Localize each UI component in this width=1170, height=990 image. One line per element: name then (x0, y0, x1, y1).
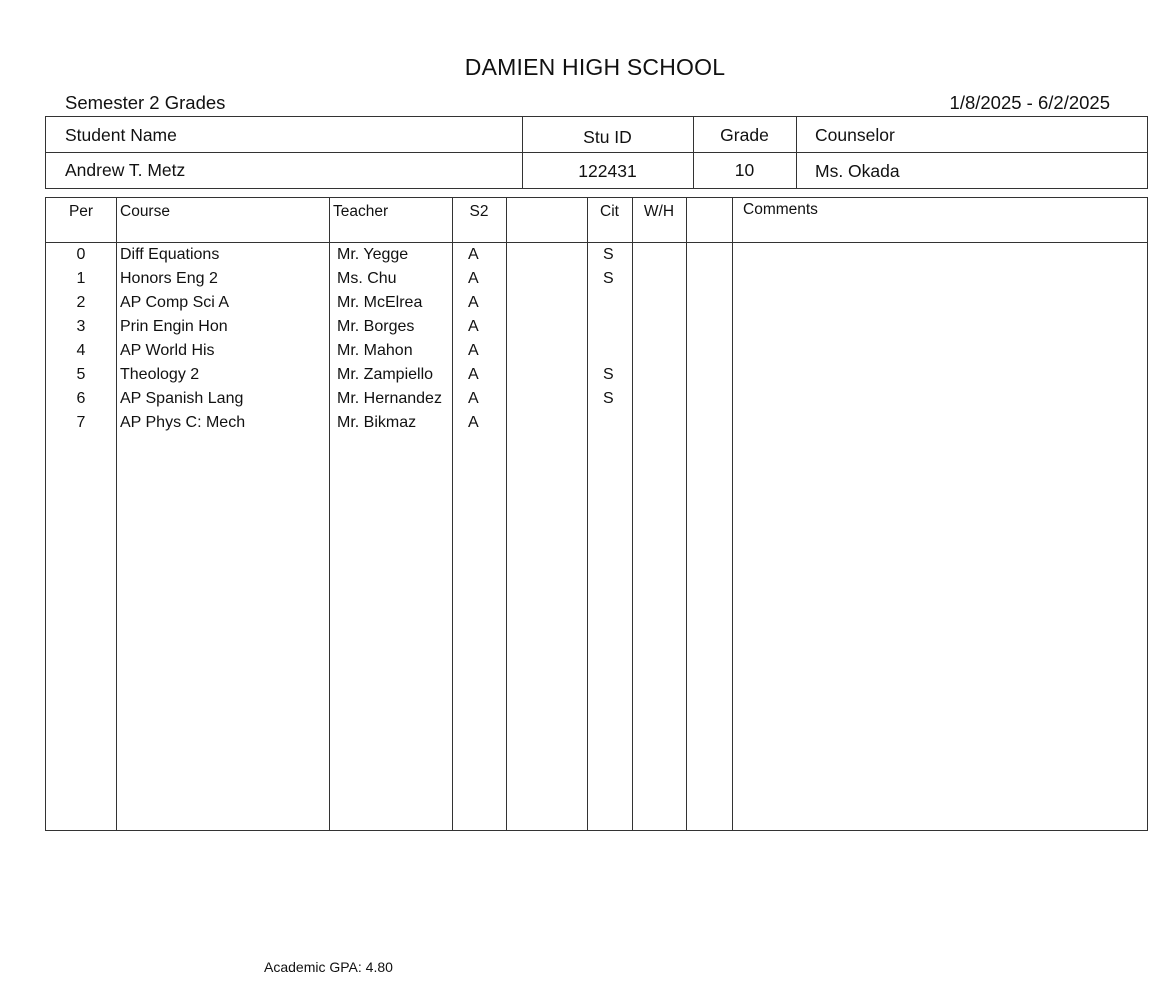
teacher-name: Mr. Yegge (337, 246, 409, 263)
course-name: Honors Eng 2 (120, 270, 218, 287)
school-title: DAMIEN HIGH SCHOOL (464, 54, 726, 80)
citizenship-mark: S (603, 366, 614, 383)
table-row (46, 390, 1147, 414)
table-row (46, 414, 1147, 438)
period: 1 (76, 270, 86, 287)
s2-grade: A (468, 414, 479, 431)
grade-level-label: Grade (720, 125, 769, 145)
citizenship-mark: S (603, 390, 614, 407)
citizenship-mark: S (603, 270, 614, 287)
course-name: Prin Engin Hon (120, 318, 228, 335)
counselor-name: Ms. Okada (815, 161, 900, 181)
course-name: AP Spanish Lang (120, 390, 244, 407)
period: 7 (76, 414, 86, 431)
s2-grade: A (468, 246, 479, 263)
header-cit: Cit (600, 203, 619, 220)
header-wh: W/H (643, 203, 675, 220)
course-name: AP World His (120, 342, 215, 359)
student-name: Andrew T. Metz (65, 160, 186, 180)
s2-grade: A (468, 342, 479, 359)
teacher-name: Ms. Chu (337, 270, 397, 287)
table-row (46, 294, 1147, 318)
header-comments: Comments (743, 201, 818, 218)
student-id: 122431 (578, 161, 637, 181)
teacher-name: Mr. Borges (337, 318, 415, 335)
student-id-label: Stu ID (583, 127, 632, 147)
table-row (46, 342, 1147, 366)
course-name: AP Phys C: Mech (120, 414, 246, 431)
date-range: 1/8/2025 - 6/2/2025 (949, 92, 1110, 113)
table-row (46, 366, 1147, 390)
s2-grade: A (468, 294, 479, 311)
period: 2 (76, 294, 86, 311)
academic-gpa: Academic GPA: 4.80 (264, 959, 393, 975)
period: 5 (76, 366, 86, 383)
info-divider (46, 152, 1147, 153)
teacher-name: Mr. Zampiello (337, 366, 434, 383)
header-per: Per (68, 203, 94, 220)
period: 3 (76, 318, 86, 335)
period: 6 (76, 390, 86, 407)
header-teacher: Teacher (333, 203, 389, 220)
s2-grade: A (468, 366, 479, 383)
s2-grade: A (468, 270, 479, 287)
table-row (46, 318, 1147, 342)
teacher-name: Mr. Bikmaz (337, 414, 417, 431)
counselor-label: Counselor (815, 125, 895, 145)
header-s2: S2 (469, 203, 489, 220)
course-name: Theology 2 (120, 366, 200, 383)
s2-grade: A (468, 390, 479, 407)
s2-grade: A (468, 318, 479, 335)
teacher-name: Mr. McElrea (337, 294, 423, 311)
grade-level: 10 (734, 160, 755, 180)
report-title: Semester 2 Grades (65, 92, 226, 113)
period: 0 (76, 246, 86, 263)
header-course: Course (120, 203, 170, 220)
table-row (46, 246, 1147, 270)
course-name: AP Comp Sci A (120, 294, 230, 311)
info-divider (796, 117, 797, 188)
teacher-name: Mr. Hernandez (337, 390, 442, 407)
student-name-label: Student Name (65, 125, 177, 145)
header-divider (46, 242, 1147, 243)
period: 4 (76, 342, 86, 359)
table-row (46, 270, 1147, 294)
citizenship-mark: S (603, 246, 614, 263)
teacher-name: Mr. Mahon (337, 342, 413, 359)
grades-table (45, 197, 1148, 831)
student-info-box (45, 116, 1148, 189)
course-name: Diff Equations (120, 246, 220, 263)
